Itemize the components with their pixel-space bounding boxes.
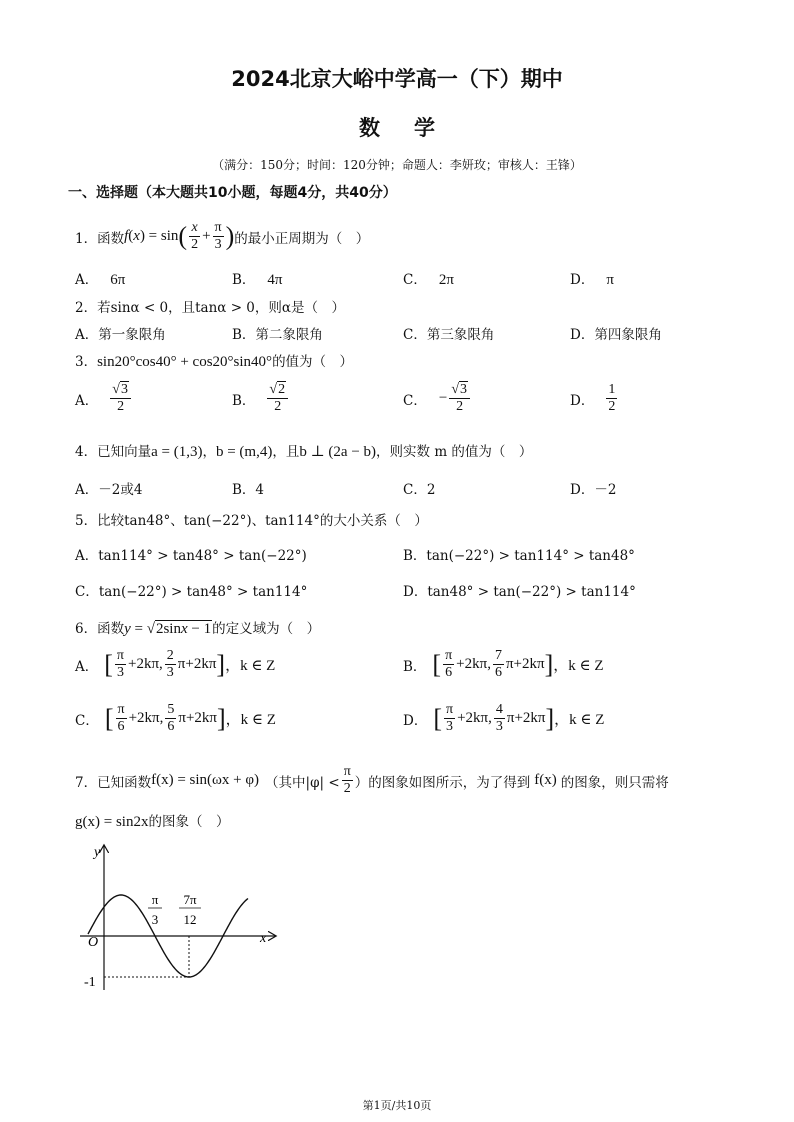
q2-option-c: C．第三象限角 <box>403 327 495 343</box>
question-1: 1． 函数 f(x) = sin( $\frac{x}{2}$ + $\frac{\pi}{3}$ ) 的最小正周期为（ ） <box>75 220 370 253</box>
question-7-line2: g(x) = sin2x的图象（ ） <box>75 814 230 830</box>
question-6: 6．函数y = √2sinx − 1的定义域为（ ） <box>75 621 321 637</box>
section-heading: 一、选择题（本大题共10小题，每题4分，共40分） <box>68 185 397 201</box>
q6-option-c: C． [ $\frac{\pi}{6}$ +2kπ, $\frac{5}{6}$ π+2kπ ] ，k ∈ Z <box>75 702 276 735</box>
q4-option-d: D．－2 <box>570 482 617 498</box>
sine-graph <box>70 840 290 1000</box>
q4-option-a: A．－2或4 <box>75 482 143 498</box>
q1-option-b: B． 4π <box>232 272 283 288</box>
q2-option-d: D．第四象限角 <box>570 327 662 343</box>
exam-meta: （满分：150分；时间：120分钟；命题人：李妍玫；审核人：王锋） <box>212 158 582 172</box>
q4-option-c: C．2 <box>403 482 436 498</box>
q1-formula: f(x) = sin( $\frac{x}{2}$ + $\frac{\pi}{3}$ ) <box>124 220 235 253</box>
q3-option-b: B． $\frac{√2}{2}$ <box>232 382 290 415</box>
q2-option-a: A．第一象限角 <box>75 327 166 343</box>
subject-title: 数学 <box>359 116 469 140</box>
q6-option-a: A． [ $\frac{\pi}{3}$ +2kπ, $\frac{2}{3}$ π+2kπ ] ，k ∈ Z <box>75 648 276 681</box>
q3-option-a: A． $\frac{√3}{2}$ <box>75 382 133 415</box>
q5-option-d: D．tan48° > tan(−22°) > tan114° <box>403 584 636 600</box>
q5-option-b: B．tan(−22°) > tan114° > tan48° <box>403 548 635 564</box>
question-2: 2．若sinα < 0，且tanα > 0，则α是（ ） <box>75 300 346 316</box>
question-5: 5．比较tan48°、tan(−22°)、tan114°的大小关系（ ） <box>75 513 428 529</box>
q3-option-c: C． − $\frac{√3}{2}$ <box>403 382 472 415</box>
q1-option-c: C． 2π <box>403 272 454 288</box>
q1-option-d: D． π <box>570 272 614 288</box>
y-axis-label: y <box>94 845 101 860</box>
tick1-den: 3 <box>151 912 159 927</box>
q3-option-d: D． $\frac{1}{2}$ <box>570 382 616 415</box>
q5-option-c: C．tan(−22°) > tan48° > tan114° <box>75 584 308 600</box>
question-3: 3．sin20°cos40° + cos20°sin40°的值为（ ） <box>75 354 354 370</box>
q1-option-a: A． 6π <box>75 272 126 288</box>
q6-option-d: D． [ $\frac{\pi}{3}$ +2kπ, $\frac{4}{3}$ π+2kπ ] ，k ∈ Z <box>403 702 605 735</box>
q5-option-a: A．tan114° > tan48° > tan(−22°) <box>75 548 307 564</box>
page-footer: 第1页/共10页 <box>362 1099 432 1112</box>
x-axis-label: x <box>260 931 267 946</box>
tick2-den: 12 <box>183 912 197 927</box>
page-title: 2024北京大峪中学高一（下）期中 <box>231 67 563 91</box>
tick1-num: π <box>151 892 159 907</box>
q2-option-b: B．第二象限角 <box>232 327 323 343</box>
q4-option-b: B．4 <box>232 482 265 498</box>
tick2-num: 7π <box>183 892 197 907</box>
neg-one-label: -1 <box>84 975 96 990</box>
question-4: 4．已知向量a = (1,3)，b = (m,4)，且b ⊥ (2a − b)，则实数 m 的值为（ ） <box>75 444 533 460</box>
question-7: 7． 已知函数 f(x) = sin(ωx + φ) （其中|φ| < $\frac{\pi}{2}$ ）的图象如图所示，为了得到 f(x) 的图象，则只需将 <box>75 764 669 797</box>
q6-option-b: B． [ $\frac{\pi}{6}$ +2kπ, $\frac{7}{6}$ π+2kπ ] ，k ∈ Z <box>403 648 604 681</box>
origin-label: O <box>88 935 99 950</box>
